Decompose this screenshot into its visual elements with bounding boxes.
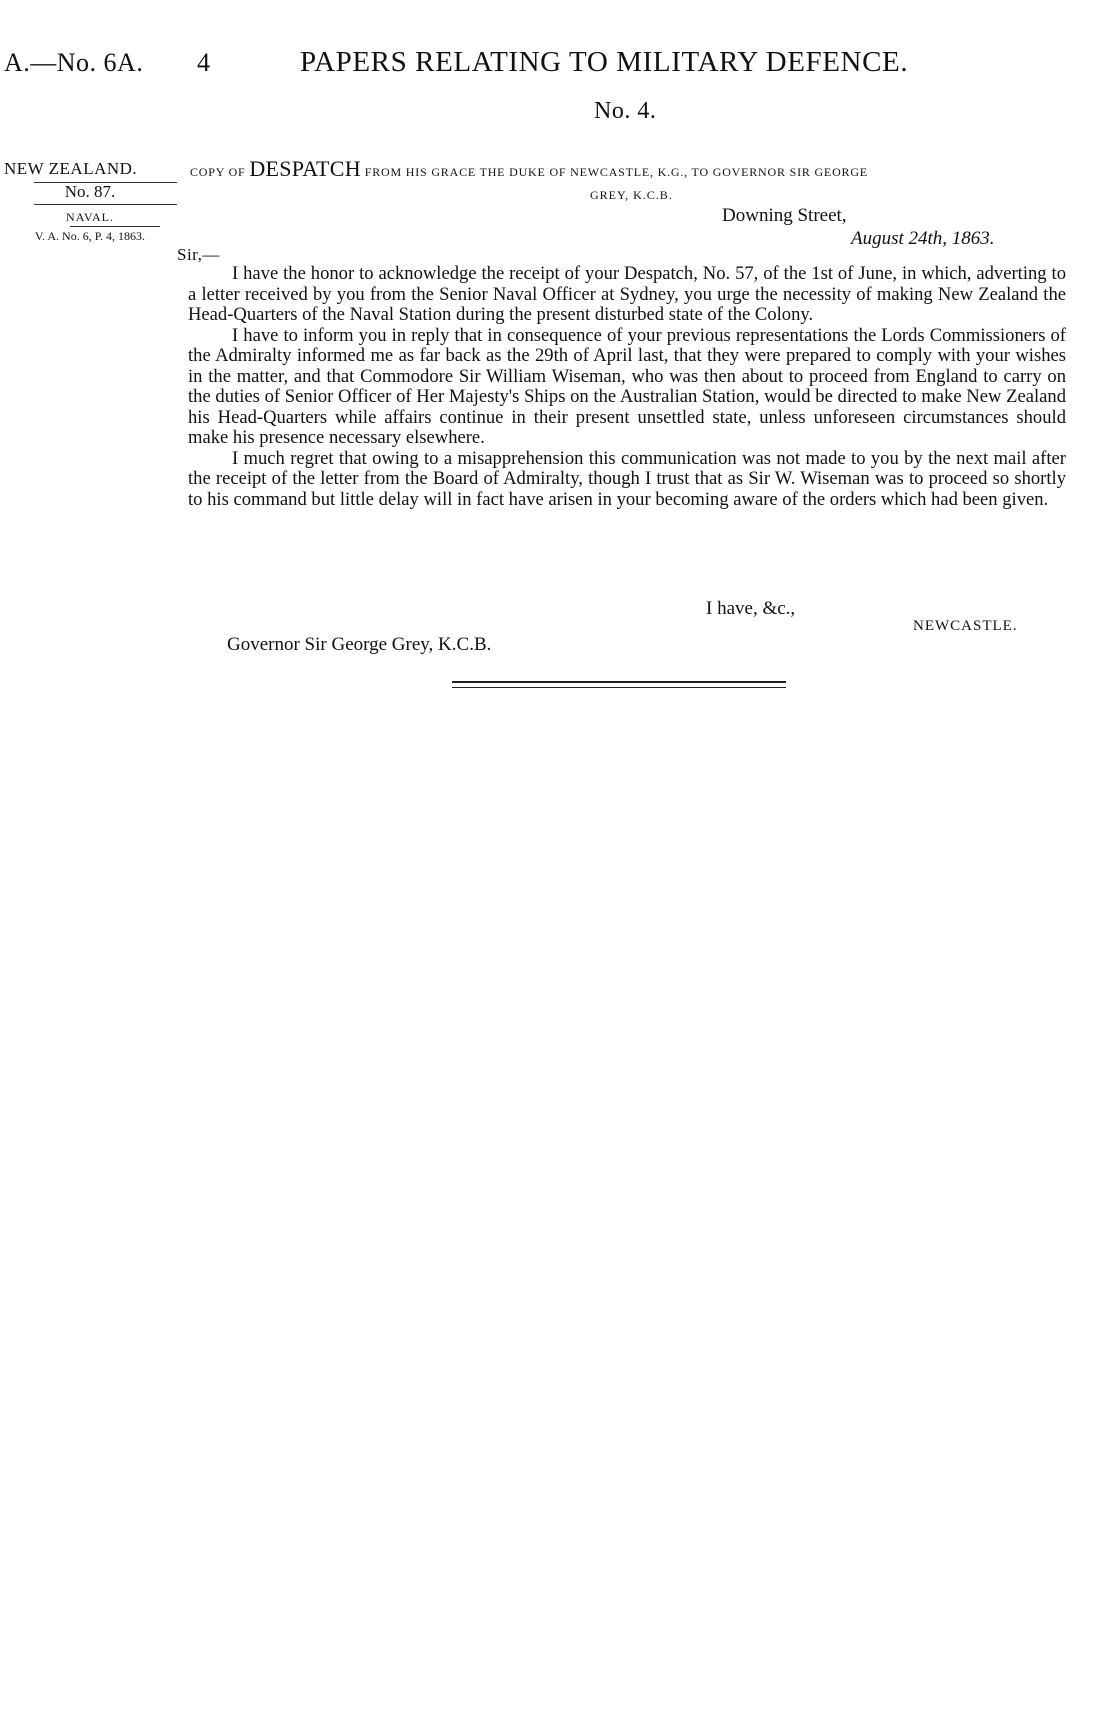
margin-category: NAVAL. xyxy=(66,210,114,224)
margin-divider xyxy=(34,204,177,205)
page-reference: A.—No. 6A. xyxy=(4,48,144,77)
heading-main: DESPATCH xyxy=(249,156,361,181)
margin-reference: V. A. No. 6, P. 4, 1863. xyxy=(34,229,146,243)
body-paragraph: I have to inform you in reply that in consequence of your previous representations the Lords Commissioners of the Admiralty informed me as far back as the 29th of April last, that they were prepared to comply with your wishes in the matter, and that Commodore Sir William Wiseman, who was then about to proceed from England to carry on the duties of Senior Officer of Her Majesty's Ships on the Australian Station, would be directed to make New Zealand his Head-Quarters while affairs continue in their present unsettled state, unless unforeseen circumstances should make his presence necessary elsewhere. xyxy=(188,324,1066,448)
salutation: Sir,— xyxy=(177,245,220,264)
document-number: No. 4. xyxy=(594,98,657,124)
despatch-date: August 24th, 1863. xyxy=(851,228,995,249)
body-paragraph: I have the honor to acknowledge the receipt of your Despatch, No. 57, of the 1st of June, in which, adverting to a letter received by you from the Senior Naval Officer at Sydney, you urge the necessity of making New Zealand the Head-Quarters of the Naval Station during the present disturbed state of the Colony. xyxy=(188,263,1066,325)
despatch-place: Downing Street, xyxy=(722,205,847,226)
body-paragraph: I much regret that owing to a misapprehension this communication was not made to you by the next mail after the receipt of the letter from the Board of Admiralty, though I trust that as Sir W. Wiseman was to proceed so shortly to his command but little delay will in fact have arisen in your becoming aware of the orders which had been given. xyxy=(188,447,1066,510)
end-rule xyxy=(452,681,786,683)
margin-country: NEW ZEALAND. xyxy=(4,159,138,178)
margin-number: No. 87. xyxy=(64,182,116,201)
end-rule xyxy=(452,687,786,688)
page-title: PAPERS RELATING TO MILITARY DEFENCE. xyxy=(300,46,909,78)
margin-divider xyxy=(70,226,160,227)
addressee: Governor Sir George Grey, K.C.B. xyxy=(227,634,492,655)
page-number: 4 xyxy=(197,48,210,77)
closing: I have, &c., xyxy=(706,598,796,619)
heading-prefix: COPY OF xyxy=(190,165,246,179)
despatch-heading-line2: GREY, K.C.B. xyxy=(590,188,673,202)
despatch-body xyxy=(188,264,1066,510)
signature: NEWCASTLE. xyxy=(913,618,1018,634)
despatch-heading xyxy=(190,156,868,182)
heading-rest: FROM HIS GRACE THE DUKE OF NEWCASTLE, K.G., TO GOVERNOR SIR GEORGE xyxy=(364,165,868,179)
